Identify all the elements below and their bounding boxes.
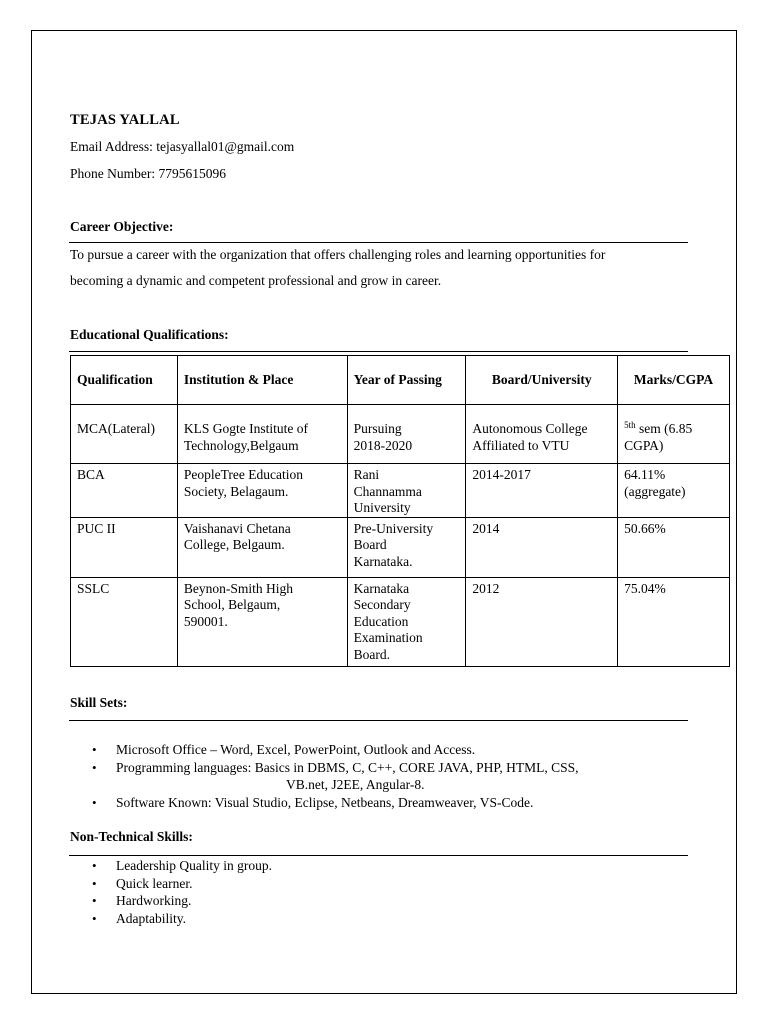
non-technical-list: [70, 857, 272, 927]
institution-line: PeopleTree Education: [183, 467, 303, 482]
education-heading: Educational Qualifications:: [70, 327, 229, 342]
marks-line: CGPA): [624, 437, 664, 453]
education-header-row: [71, 356, 730, 405]
institution-line: School, Belgaum,: [183, 597, 281, 612]
qualification-cell: MCA(Lateral): [77, 421, 155, 436]
board-line: Affiliated to VTU: [472, 437, 570, 453]
marks-line: 64.11%: [624, 467, 666, 482]
board-line: 2014: [472, 520, 500, 536]
column-header-qualification: Qualification: [71, 356, 178, 405]
year-line: Rani: [353, 467, 380, 482]
column-header-year: Year of Passing: [347, 356, 466, 405]
board-line: 2012: [472, 580, 500, 596]
non-technical-item-text: Leadership Quality in group.: [116, 858, 272, 873]
non-technical-rule: [69, 855, 688, 856]
skill-sets-rule: [69, 720, 688, 721]
list-item: [70, 794, 579, 812]
career-objective-line1: To pursue a career with the organization that offers challenging roles and learning opportunities for: [70, 247, 606, 262]
semester-superscript: 5th: [624, 420, 636, 430]
non-technical-item-text: Quick learner.: [116, 875, 193, 891]
board-line: 2014-2017: [472, 467, 531, 482]
institution-line: Technology,Belgaum: [183, 437, 299, 453]
marks-line: 50.66%: [624, 520, 666, 536]
column-header-board: Board/University: [466, 356, 618, 405]
skill-item-continuation: VB.net, J2EE, Angular-8.: [286, 777, 425, 792]
marks-line: (aggregate): [624, 483, 686, 499]
non-technical-heading: Non-Technical Skills:: [70, 829, 193, 844]
career-objective-heading: Career Objective:: [70, 219, 174, 234]
institution-line: KLS Gogte Institute of: [183, 421, 309, 436]
column-header-institution: Institution & Place: [177, 356, 347, 405]
year-line: Education: [353, 613, 409, 629]
board-line: Autonomous College: [472, 421, 588, 436]
qualification-cell: SSLC: [77, 580, 110, 596]
marks-line: sem (6.85: [638, 421, 693, 436]
year-line: Pursuing: [353, 421, 402, 436]
year-line: Pre-University: [353, 520, 434, 536]
skill-item-text: Software Known: Visual Studio, Eclipse, Netbeans, Dreamweaver, VS-Code.: [116, 794, 534, 810]
career-objective-rule: [69, 242, 688, 243]
non-technical-item-text: Adaptability.: [116, 910, 186, 926]
table-row: [71, 517, 730, 577]
table-row: [71, 405, 730, 464]
list-item: [70, 741, 579, 759]
non-technical-item-text: Hardworking.: [116, 893, 192, 908]
year-line: Karnataka: [353, 580, 410, 596]
education-rule: [69, 351, 688, 352]
skill-item-text: Microsoft Office – Word, Excel, PowerPoint, Outlook and Access.: [116, 742, 476, 757]
list-item: [70, 910, 272, 928]
institution-line: Vaishanavi Chetana: [183, 520, 291, 536]
year-line: Secondary: [353, 597, 411, 612]
year-line: Karnataka.: [353, 553, 413, 569]
list-item: [70, 875, 272, 893]
table-row: [71, 464, 730, 518]
email-line: Email Address: tejasyallal01@gmail.com: [70, 139, 295, 154]
list-item: [70, 759, 579, 794]
year-line: Board: [353, 537, 387, 552]
table-row: [71, 577, 730, 666]
skill-item-text: Programming languages: Basics in DBMS, C, C++, CORE JAVA, PHP, HTML, CSS,: [116, 759, 579, 775]
skill-sets-heading: Skill Sets:: [70, 695, 128, 710]
phone-line: Phone Number: 7795615096: [70, 166, 226, 181]
career-objective-line2: becoming a dynamic and competent professional and grow in career.: [70, 273, 442, 288]
institution-line: Beynon-Smith High: [183, 580, 294, 596]
year-line: Examination: [353, 630, 423, 645]
year-line: Board.: [353, 646, 390, 662]
marks-line: 75.04%: [624, 580, 666, 596]
institution-line: College, Belgaum.: [183, 537, 285, 552]
year-line: 2018-2020: [353, 437, 413, 453]
qualification-cell: PUC II: [77, 520, 116, 536]
education-table: [70, 355, 730, 667]
institution-line: 590001.: [183, 613, 228, 629]
year-line: University: [353, 500, 411, 515]
column-header-marks: Marks/CGPA: [618, 356, 730, 405]
year-line: Channamma: [353, 483, 422, 499]
qualification-cell: BCA: [77, 467, 105, 482]
list-item: [70, 892, 272, 910]
list-item: [70, 857, 272, 875]
institution-line: Society, Belagaum.: [183, 483, 289, 499]
candidate-name: TEJAS YALLAL: [70, 112, 180, 128]
skill-sets-list: [70, 741, 579, 811]
